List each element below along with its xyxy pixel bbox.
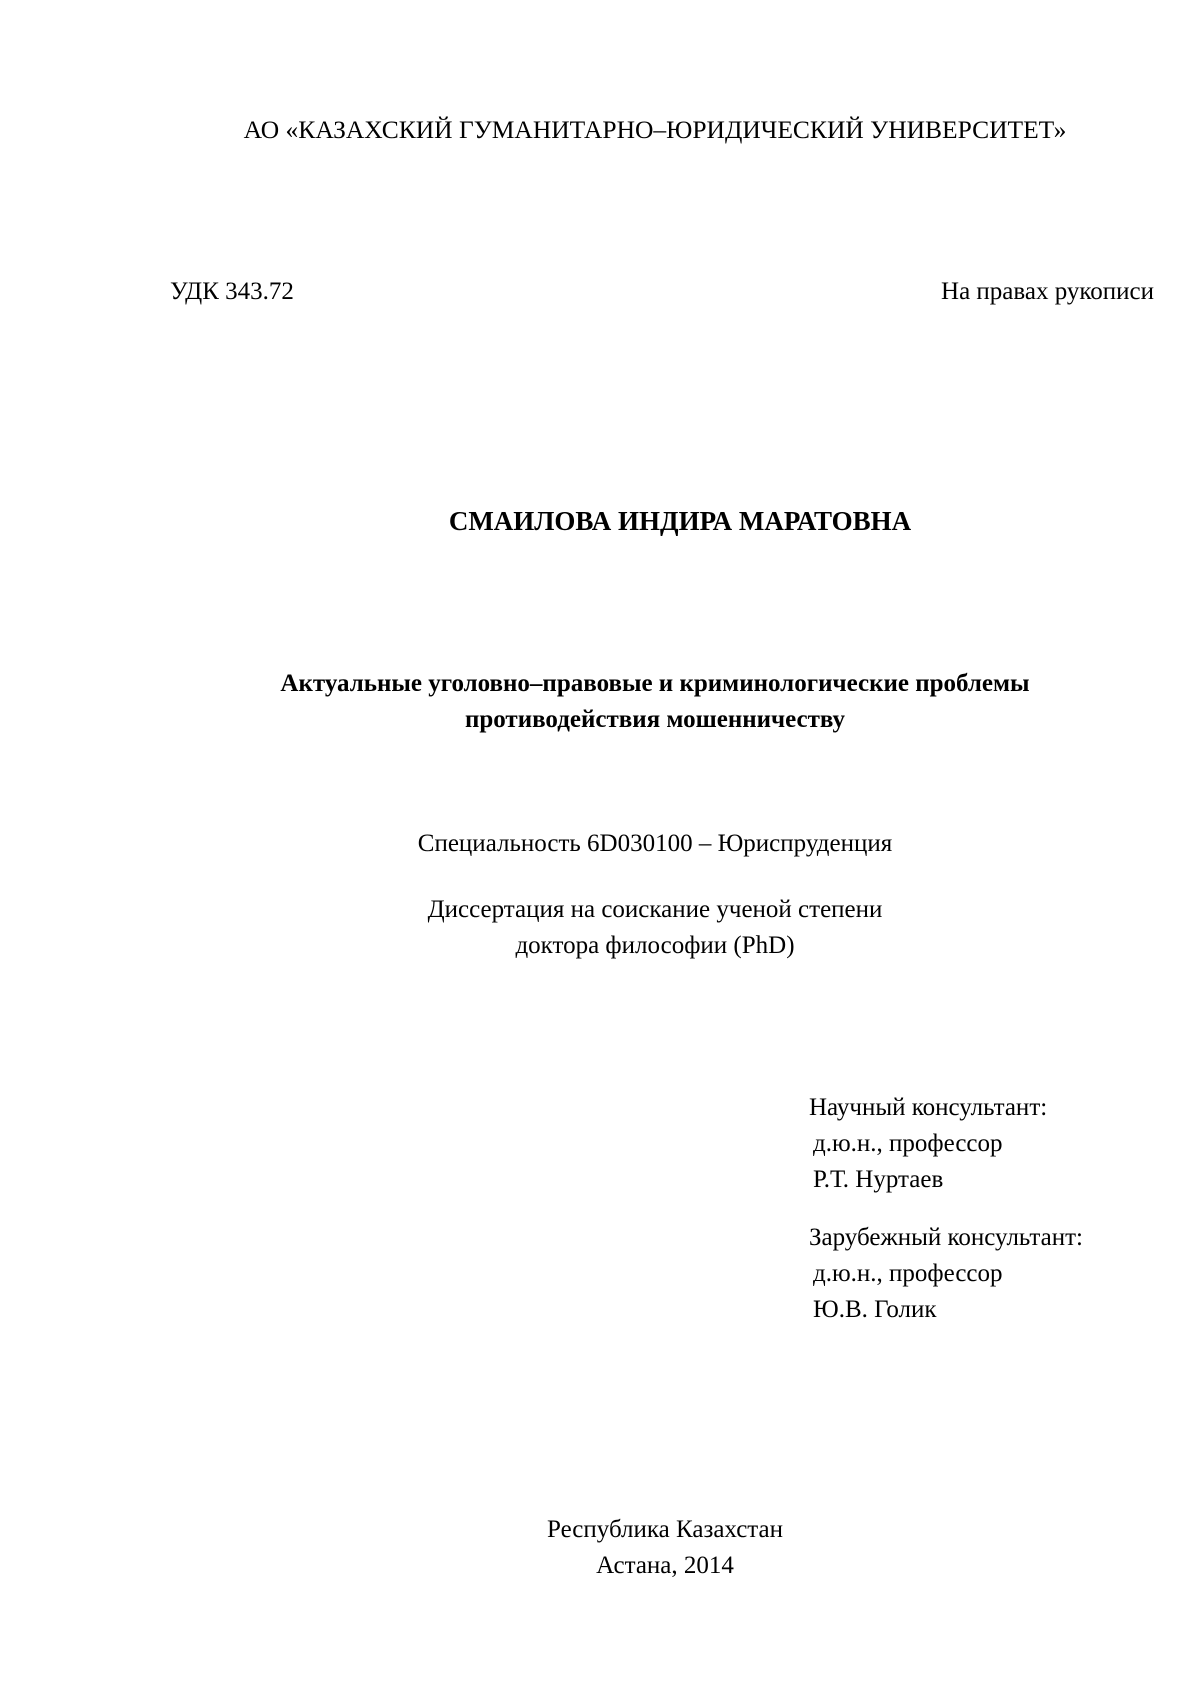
scientific-consultant-degree: д.ю.н., профессор xyxy=(813,1130,1003,1157)
specialty: Специальность 6D030100 – Юриспруденция xyxy=(417,830,893,857)
scientific-consultant-label: Научный консультант: xyxy=(809,1094,1048,1121)
dissertation-title-line-1: Актуальные уголовно–правовые и криминологические проблемы xyxy=(280,670,1030,697)
institution-name: АО «КАЗАХСКИЙ ГУМАНИТАРНО–ЮРИДИЧЕСКИЙ УНИВЕРСИТЕТ» xyxy=(243,115,1067,144)
country: Республика Казахстан xyxy=(547,1516,783,1543)
foreign-consultant-name: Ю.В. Голик xyxy=(813,1296,937,1323)
udk-code: УДК 343.72 xyxy=(170,278,294,305)
city-year: Астана, 2014 xyxy=(596,1552,734,1579)
degree-statement-line-1: Диссертация на соискание ученой степени xyxy=(427,896,883,923)
manuscript-note: На правах рукописи xyxy=(941,278,1154,305)
degree-statement-line-2: доктора философии (PhD) xyxy=(515,932,795,959)
author-name: СМАИЛОВА ИНДИРА МАРАТОВНА xyxy=(448,506,912,536)
foreign-consultant-degree: д.ю.н., профессор xyxy=(813,1260,1003,1287)
dissertation-title-line-2: противодействия мошенничеству xyxy=(464,706,846,733)
scientific-consultant-name: Р.Т. Нуртаев xyxy=(813,1166,944,1193)
foreign-consultant-label: Зарубежный консультант: xyxy=(809,1224,1083,1251)
